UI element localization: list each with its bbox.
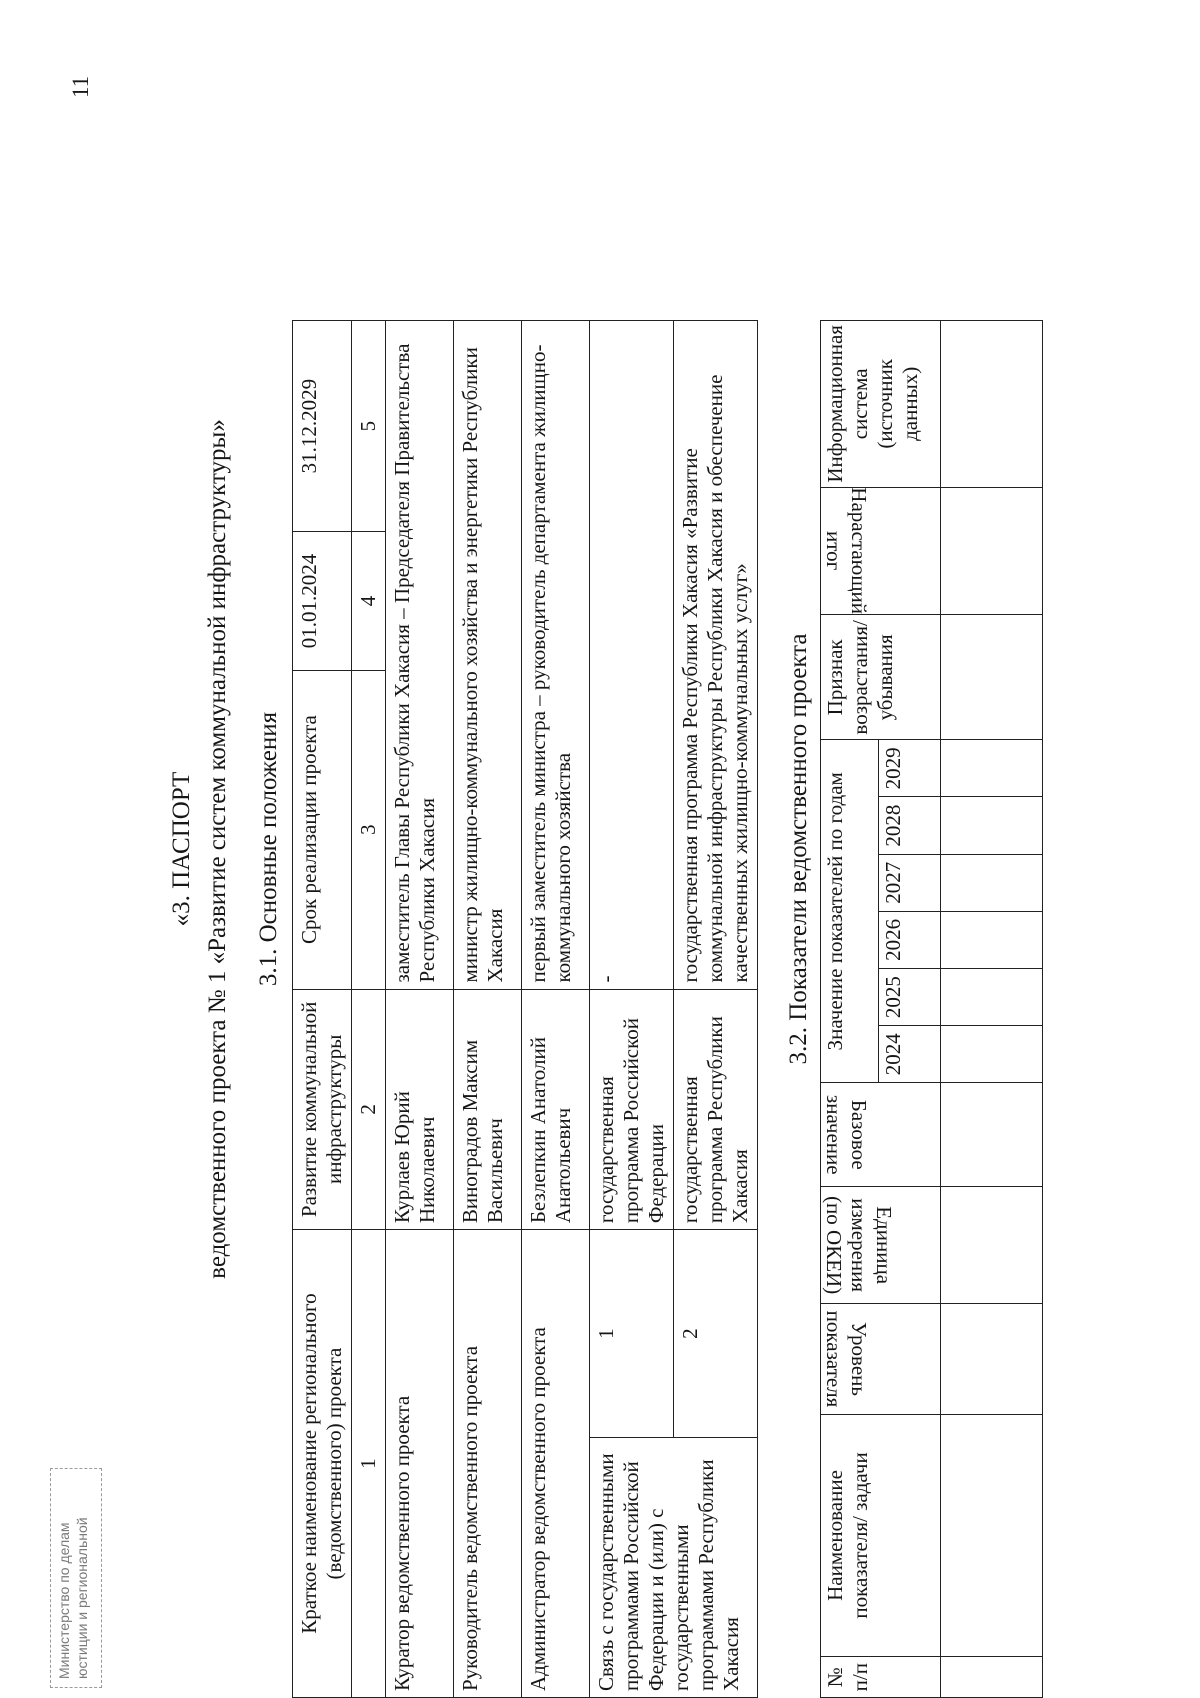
column-number: 3 xyxy=(352,670,386,989)
cumulative-label: Нарастающий итог xyxy=(822,487,871,615)
column-header-info-system: Информационная система (источник данных) xyxy=(821,321,941,488)
table-row xyxy=(454,321,522,1698)
official-stamp xyxy=(50,1468,102,1688)
table-row xyxy=(590,321,674,1698)
indicators-header-row xyxy=(821,321,879,1698)
section-2-heading: 3.2. Показатели ведомственного проекта xyxy=(785,633,812,1065)
start-date: 01.01.2024 xyxy=(293,532,352,670)
person-name: Курлаев Юрий Николаевич xyxy=(386,989,454,1230)
table-row xyxy=(522,321,590,1698)
numbering-row xyxy=(352,321,386,1698)
column-header-values-by-year: Значение показателей по годам xyxy=(821,740,879,1083)
program-value: государственная программа Республики Хакасия «Развитие коммунальной инфраструктуры Республики Хакасия и обеспечение качественных жилищно-коммунальных услуг» xyxy=(674,321,758,990)
person-name: Виноградов Максим Васильевич xyxy=(454,989,522,1230)
table-row xyxy=(941,321,1043,1698)
column-header-num: № п/п xyxy=(821,1657,941,1698)
person-position: первый заместитель министра – руководитель департамента жилищно-коммунального хозяйства xyxy=(522,321,590,990)
program-value: - xyxy=(590,321,674,990)
person-position: министр жилищно-коммунального хозяйства и энергетики Республики Хакасия xyxy=(454,321,522,990)
section-1-heading: 3.1. Основные положения xyxy=(255,711,282,987)
person-position: заместитель Главы Республики Хакасия – Председателя Правительства Республики Хакасия xyxy=(386,321,454,990)
column-header-level xyxy=(821,1303,941,1414)
column-number: 2 xyxy=(352,989,386,1230)
section-2-area xyxy=(820,0,1070,1698)
page-number: 11 xyxy=(68,75,93,98)
end-date: 31.12.2029 xyxy=(293,321,352,532)
column-header-base xyxy=(821,1083,941,1186)
unit-label: Единица измерения (по ОКЕИ) xyxy=(822,1195,896,1294)
row-label: Куратор ведомственного проекта xyxy=(386,1230,454,1698)
column-header-period: Срок реализации проекта xyxy=(293,670,352,989)
column-header-project-name: Развитие коммунальной инфраструктуры xyxy=(293,989,352,1230)
stamp-line: Министерство по делам xyxy=(56,1522,72,1679)
program-number: 1 xyxy=(590,1230,674,1438)
year-header: 2027 xyxy=(879,854,941,911)
column-header-cumulative xyxy=(821,487,941,615)
table-header-row xyxy=(293,321,352,1698)
section-1-area xyxy=(292,0,752,1698)
column-header-unit xyxy=(821,1186,941,1303)
indicators-table xyxy=(820,320,1043,1698)
column-number: 1 xyxy=(352,1230,386,1698)
person-name: Безлепкин Анатолий Анатольевич xyxy=(522,989,590,1230)
row-label: Администратор ведомственного проекта xyxy=(522,1230,590,1698)
column-number: 5 xyxy=(352,321,386,532)
column-header-name: Наименование показателя/ задачи xyxy=(821,1414,941,1657)
row-label: Руководитель ведомственного проекта xyxy=(454,1230,522,1698)
column-header-sign: Признак возрастания/ убывания xyxy=(821,615,941,740)
base-label: Базовое значение xyxy=(822,1094,871,1175)
passport-subtitle: ведомственного проекта № 1 «Развитие систем коммунальной инфраструктуры» xyxy=(204,419,231,1279)
programs-link-label: Связь с государственными программами Российской Федерации и (или) с государственными программами Республики Хакасия xyxy=(590,1438,758,1698)
main-positions-table xyxy=(292,320,758,1698)
stamp-line: юстиции и региональной xyxy=(74,1517,90,1679)
column-number: 4 xyxy=(352,532,386,670)
program-name: государственная программа Республики Хакасия xyxy=(674,989,758,1230)
column-header-short-name: Краткое наименование регионального (ведомственного) проекта xyxy=(293,1230,352,1698)
program-number: 2 xyxy=(674,1230,758,1438)
year-header: 2025 xyxy=(879,968,941,1025)
year-header: 2029 xyxy=(879,740,941,797)
year-header: 2028 xyxy=(879,797,941,854)
year-header: 2024 xyxy=(879,1026,941,1083)
table-row xyxy=(386,321,454,1698)
year-header: 2026 xyxy=(879,911,941,968)
program-name: государственная программа Российской Федерации xyxy=(590,989,674,1230)
level-label: Уровень показателя xyxy=(822,1310,871,1407)
passport-title: «3. ПАСПОРТ xyxy=(168,771,195,927)
